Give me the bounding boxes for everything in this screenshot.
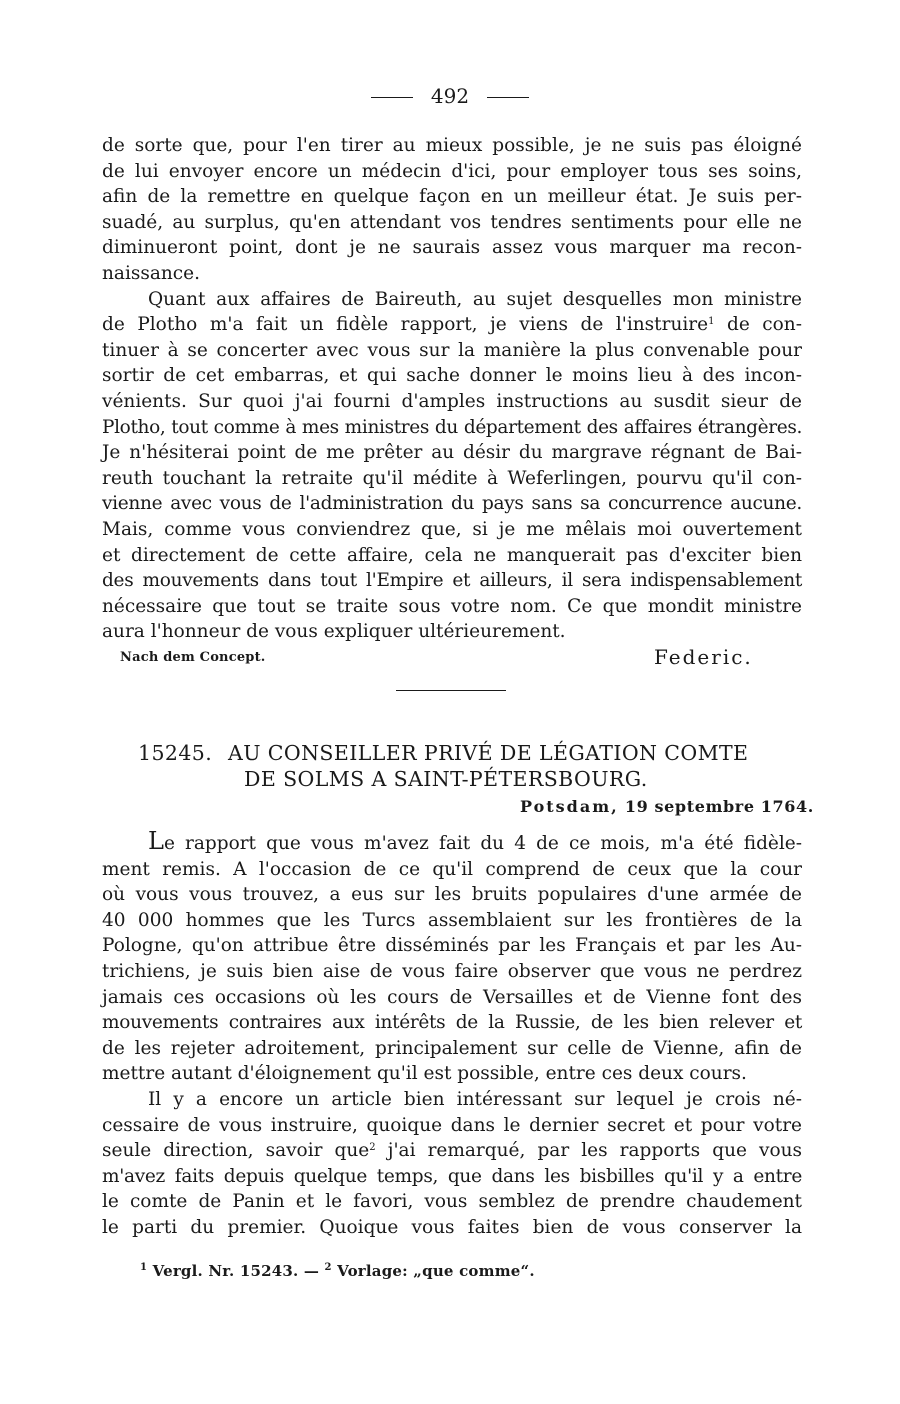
letter-2-heading: [138, 740, 748, 792]
text-line: nécessaire que tout se traite sous votre nom. Ce que mondit ministre: [102, 595, 802, 617]
text-line-with-footnote: [102, 312, 802, 338]
letter-number: 15245.: [138, 741, 213, 765]
footnote-1-text: Vergl. Nr. 15243.: [152, 1262, 299, 1280]
source-note: Nach dem Concept.: [120, 650, 266, 665]
text-line: le parti du premier. Quoique vous faites bien de vous conserver la: [102, 1216, 802, 1238]
text-line: et directement de cette affaire, cela ne manquerait pas d'exciter bien: [102, 544, 802, 566]
heading-line-1: AU CONSEILLER PRIVÉ DE LÉGATION COMTE: [228, 741, 749, 765]
text-line: cessaire de vous instruire, quoique dans le dernier secret et pour votre: [102, 1114, 802, 1136]
text-line: de sorte que, pour l'en tirer au mieux possible, je ne suis pas éloigné: [102, 135, 802, 156]
text-line: Quant aux affaires de Baireuth, au sujet desquelles mon ministre: [148, 288, 802, 310]
header-dash-left: [371, 97, 413, 98]
header-dash-right: [487, 97, 529, 98]
dateline-date: 19 septembre 1764.: [624, 797, 814, 816]
text-fragment: de con-: [726, 314, 802, 336]
text-line: mettre autant d'éloignement qu'il est possible, entre ces deux cours.: [102, 1063, 747, 1085]
text-line: le comte de Panin et le favori, vous semblez de prendre chaudement: [102, 1191, 802, 1213]
footnote-2-text: Vorlage: „que comme“.: [337, 1262, 535, 1280]
footnote-separator: —: [303, 1262, 320, 1280]
signature: Federic.: [654, 645, 753, 669]
text-line: afin de la remettre en quelque façon en un meilleur état. Je suis per-: [102, 186, 802, 208]
text-line: mouvements contraires aux intérêts de la Russie, de les bien relever et: [102, 1012, 802, 1034]
text-line: où vous vous trouvez, a eus sur les bruits populaires d'une armée de: [102, 884, 802, 906]
text-line: jamais ces occasions où les cours de Versailles et de Vienne font des: [102, 986, 802, 1008]
letter-2-body: [102, 829, 802, 1241]
page-number: 492: [430, 84, 470, 108]
text-line: m'avez faits depuis quelque temps, que dans les bisbilles qu'il y a entre: [102, 1165, 802, 1187]
text-line-with-footnote: [102, 1138, 802, 1164]
text-line: 40 000 hommes que les Turcs assemblaient sur les frontières de la: [102, 909, 802, 931]
text-line: Pologne, qu'on attribue être disséminés par les Français et par les Au-: [102, 935, 802, 957]
text-fragment: e rapport que vous m'avez fait du 4 de ce mois, m'a été fidèle-: [163, 833, 802, 854]
text-line: tinuer à se concerter avec vous sur la manière la plus convenable pour: [102, 339, 802, 361]
text-line: sortir de cet embarras, et qui sache donner le moins lieu à des incon-: [102, 365, 802, 387]
text-fragment: de Plotho m'a fait un fidèle rapport, je viens de l'instruire: [102, 314, 709, 336]
text-line: suadé, au surplus, qu'en attendant vos tendres sentiments pour elle ne: [102, 211, 802, 233]
text-line: de les rejeter adroitement, principalement sur celle de Vienne, afin de: [102, 1037, 802, 1059]
letter-1-body: [102, 133, 802, 645]
text-line: aura l'honneur de vous expliquer ultérieurement.: [102, 621, 566, 643]
text-line: diminueront point, dont je ne saurais assez vous marquer ma recon-: [102, 237, 802, 259]
footnote-ref: 2: [369, 1142, 376, 1154]
text-line: ment remis. A l'occasion de ce qu'il comprend de ceux que la cour: [102, 858, 802, 880]
footnote-mark: 1: [140, 1262, 148, 1273]
footnote-mark: 2: [324, 1262, 332, 1273]
text-fragment: j'ai remarqué, par les rapports que vous: [387, 1140, 803, 1162]
text-line: des mouvements dans tout l'Empire et ailleurs, il sera indispensablement: [102, 570, 802, 592]
initial-letter: L: [148, 827, 164, 855]
page-header: [0, 84, 900, 108]
text-line: Plotho, tout comme à mes ministres du département des affaires étrangères.: [102, 416, 802, 438]
footnote-ref: 1: [708, 316, 715, 328]
text-line: reuth touchant la retraite qu'il médite à Weferlingen, pourvu qu'il con-: [102, 467, 802, 489]
text-line: trichiens, je suis bien aise de vous faire observer que vous ne perdrez: [102, 960, 802, 982]
heading-line-2: DE SOLMS A SAINT-PÉTERSBOURG.: [244, 767, 648, 791]
text-fragment: seule direction, savoir que: [102, 1140, 370, 1162]
dateline-place: Potsdam,: [520, 797, 619, 816]
text-line: Mais, comme vous conviendrez que, si je me mêlais moi ouvertement: [102, 518, 802, 540]
text-line: naissance.: [102, 262, 200, 284]
text-line: de lui envoyer encore un médecin d'ici, pour employer tous ses soins,: [102, 160, 802, 182]
text-line: vienne avec vous de l'administration du pays sans sa concurrence aucune.: [102, 493, 802, 515]
footnotes: [140, 1262, 535, 1280]
text-line: vénients. Sur quoi j'ai fourni d'amples instructions au susdit sieur de: [102, 390, 802, 412]
dateline: [520, 797, 814, 816]
text-line: Il y a encore un article bien intéressant sur lequel je crois né-: [148, 1088, 802, 1110]
text-line: Je n'hésiterai point de me prêter au désir du margrave régnant de Bai-: [102, 442, 802, 464]
section-divider: [396, 690, 506, 691]
text-line-with-initial: [102, 829, 802, 857]
